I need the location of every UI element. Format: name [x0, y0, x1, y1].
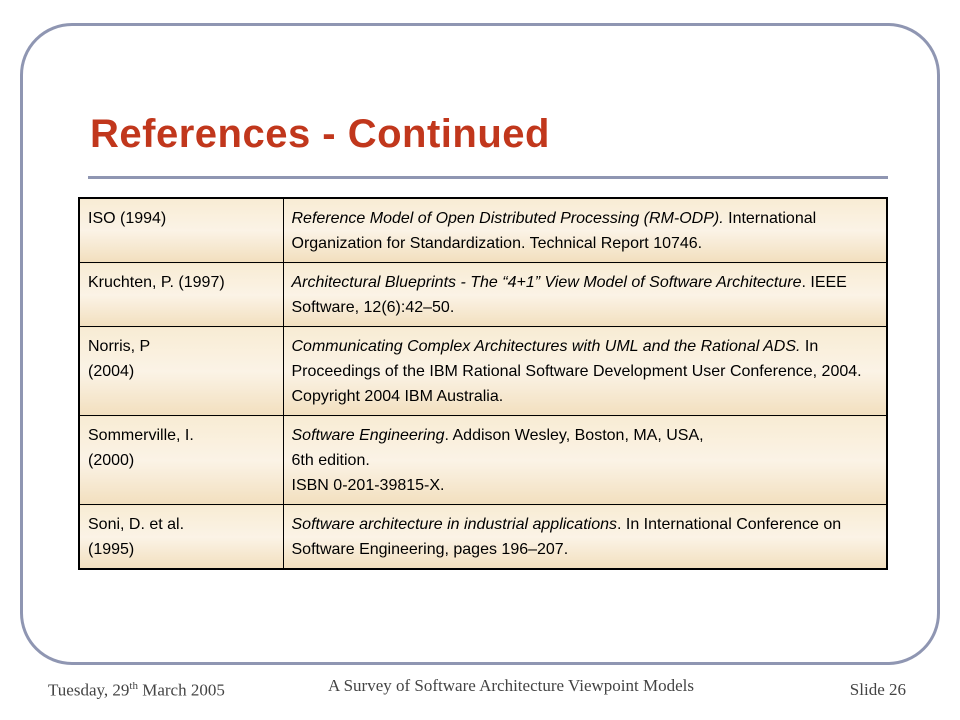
slide-title: References - Continued	[90, 112, 550, 156]
reference-citation	[283, 505, 887, 570]
reference-details: International Organization for Standardization. Technical Report 10746.	[291, 210, 817, 252]
reference-title: Reference Model of Open Distributed Processing (RM-ODP).	[291, 210, 724, 227]
reference-citation	[283, 416, 887, 505]
reference-author: Soni, D. et al. (1995)	[79, 505, 283, 570]
reference-citation	[283, 327, 887, 416]
reference-title: Communicating Complex Architectures with UML and the Rational ADS.	[291, 338, 801, 355]
reference-author: Kruchten, P. (1997)	[79, 263, 283, 327]
reference-author: ISO (1994)	[79, 198, 283, 263]
footer-date	[48, 680, 225, 701]
reference-details: In Proceedings of the IBM Rational Software Development User Conference, 2004. Copyright 2004 IBM Australia.	[291, 338, 862, 405]
table-row	[79, 198, 887, 263]
reference-citation	[283, 198, 887, 263]
table-row	[79, 416, 887, 505]
reference-title: Architectural Blueprints - The “4+1” View Model of Software Architecture	[291, 274, 802, 291]
reference-author: Norris, P (2004)	[79, 327, 283, 416]
table-row	[79, 263, 887, 327]
reference-details: . In International Conference on Software Engineering, pages 196–207.	[291, 516, 842, 558]
reference-title: Software Engineering	[291, 427, 445, 444]
reference-details: . Addison Wesley, Boston, MA, USA, 6th edition. ISBN 0-201-39815-X.	[291, 427, 704, 494]
footer-date-prefix: Tuesday, 29	[48, 680, 130, 700]
reference-citation	[283, 263, 887, 327]
reference-title: Software architecture in industrial applications	[291, 516, 617, 533]
footer-date-suffix: March 2005	[137, 680, 225, 700]
title-underline	[88, 176, 888, 179]
table-row	[79, 505, 887, 570]
footer-date-ordinal: th	[129, 680, 138, 692]
references-table	[78, 197, 888, 570]
reference-details: . IEEE Software, 12(6):42–50.	[291, 274, 847, 316]
footer-presentation-title: A Survey of Software Architecture Viewpoint Models	[328, 676, 694, 695]
table-row	[79, 327, 887, 416]
reference-author: Sommerville, I. (2000)	[79, 416, 283, 505]
footer-slide-number: Slide 26	[849, 680, 906, 699]
